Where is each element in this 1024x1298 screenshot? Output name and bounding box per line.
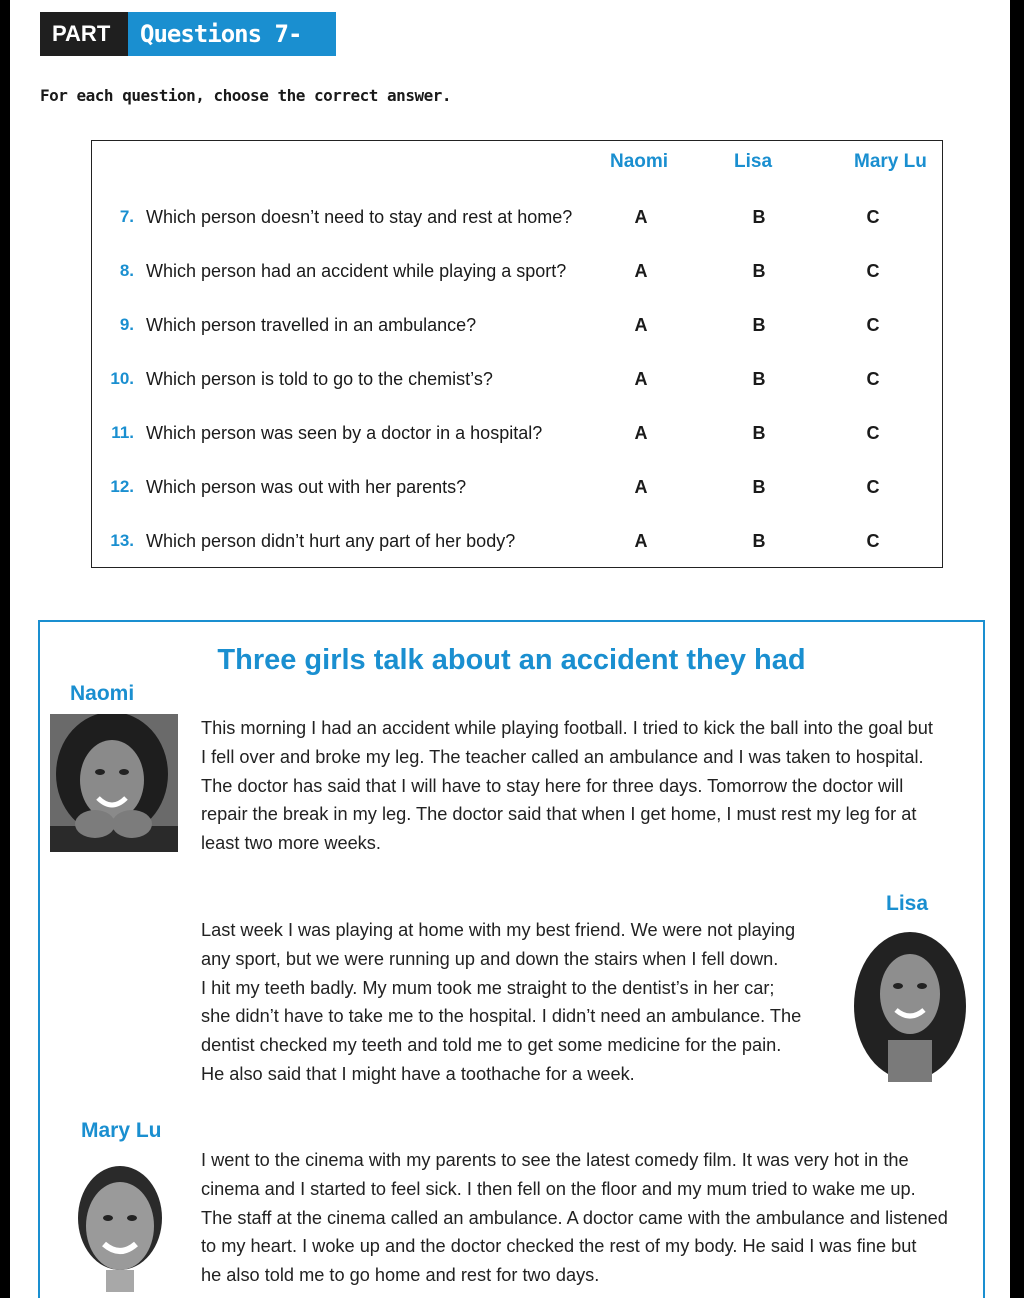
option-b[interactable]: B bbox=[752, 477, 766, 497]
marylu-text: I went to the cinema with my parents to see the latest comedy film. It was very hot in the cinema and I started to feel sick. I then fell on the floor and my mum tried to wake me up. The staff at the cinema called an ambulance. A doctor came with the ambulance and listened to my heart. I woke up and the doctor checked the rest of my body. He said I was fine but he also told me to go home and rest for two days. bbox=[201, 1150, 948, 1286]
question-text: Which person was out with her parents? bbox=[146, 477, 467, 497]
option-b[interactable]: B bbox=[752, 207, 766, 227]
option-c[interactable]: C bbox=[866, 531, 880, 551]
option-a[interactable]: A bbox=[634, 531, 648, 551]
option-c[interactable]: C bbox=[866, 369, 880, 389]
question-row bbox=[92, 259, 942, 313]
question-number: 7. bbox=[119, 207, 134, 226]
option-a[interactable]: A bbox=[634, 207, 648, 227]
question-text: Which person was seen by a doctor in a hospital? bbox=[146, 423, 543, 443]
question-number: 9. bbox=[119, 315, 134, 334]
column-header-naomi: Naomi bbox=[610, 151, 669, 172]
option-c[interactable]: C bbox=[866, 477, 880, 497]
worksheet-page bbox=[10, 0, 1010, 1298]
question-text: Which person had an accident while playing a sport? bbox=[146, 261, 567, 281]
option-a[interactable]: A bbox=[634, 423, 648, 443]
article-title: Three girls talk about an accident they had bbox=[217, 644, 806, 676]
question-text: Which person doesn’t need to stay and rest at home? bbox=[146, 207, 573, 227]
question-number: 11. bbox=[111, 423, 134, 442]
question-table bbox=[91, 140, 943, 568]
lisa-text: Last week I was playing at home with my best friend. We were not playing any sport, but we were running up and down the stairs when I fell down. I hit my teeth badly. My mum took me straight to the dentist’s in her car; she didn’t have to take me to the hospital. I didn’t need an ambulance. The dentist checked my teeth and told me to get some medicine for the pain. He also said that I might have a toothache for a week. bbox=[201, 920, 802, 1084]
part-label: PART 2 bbox=[40, 12, 128, 56]
option-c[interactable]: C bbox=[866, 423, 880, 443]
lisa-photo bbox=[848, 928, 970, 1082]
option-b[interactable]: B bbox=[752, 369, 766, 389]
instruction-text: For each question, choose the correct answer. bbox=[40, 86, 451, 105]
naomi-photo bbox=[50, 714, 178, 852]
question-number: 12. bbox=[110, 477, 134, 496]
naomi-text: This morning I had an accident while playing football. I tried to kick the ball into the goal but I fell over and broke my leg. The teacher called an ambulance and I was taken to hospital. The doctor has said that I will have to stay here for three days. Tomorrow the doctor will repair the break in my leg. The doctor said that when I get home, I must rest my leg for at least two more weeks. bbox=[201, 718, 933, 854]
column-header-marylu: Mary Lu bbox=[854, 151, 927, 172]
question-row bbox=[92, 421, 942, 475]
question-text: Which person is told to go to the chemist’s? bbox=[146, 369, 493, 389]
option-c[interactable]: C bbox=[866, 207, 880, 227]
question-row bbox=[92, 367, 942, 421]
question-row bbox=[92, 529, 942, 583]
naomi-name: Naomi bbox=[70, 682, 135, 705]
lisa-name: Lisa bbox=[886, 892, 929, 915]
option-b[interactable]: B bbox=[752, 315, 766, 335]
option-c[interactable]: C bbox=[866, 261, 880, 281]
question-number: 13. bbox=[110, 531, 134, 550]
marylu-photo bbox=[70, 1160, 188, 1292]
option-a[interactable]: A bbox=[634, 315, 648, 335]
reading-text-box bbox=[38, 620, 985, 1298]
part-header bbox=[40, 12, 336, 92]
option-a[interactable]: A bbox=[634, 261, 648, 281]
option-b[interactable]: B bbox=[752, 423, 766, 443]
question-row bbox=[92, 475, 942, 529]
question-row bbox=[92, 205, 942, 259]
column-header-lisa: Lisa bbox=[734, 151, 773, 172]
option-c[interactable]: C bbox=[866, 315, 880, 335]
option-b[interactable]: B bbox=[752, 261, 766, 281]
option-b[interactable]: B bbox=[752, 531, 766, 551]
marylu-name: Mary Lu bbox=[81, 1119, 162, 1142]
question-row bbox=[92, 313, 942, 367]
question-number: 8. bbox=[119, 261, 134, 280]
question-number: 10. bbox=[110, 369, 134, 388]
questions-range: Questions 7-13 bbox=[128, 12, 336, 56]
question-text: Which person didn’t hurt any part of her body? bbox=[146, 531, 516, 551]
option-a[interactable]: A bbox=[634, 369, 648, 389]
option-a[interactable]: A bbox=[634, 477, 648, 497]
question-text: Which person travelled in an ambulance? bbox=[146, 315, 477, 335]
